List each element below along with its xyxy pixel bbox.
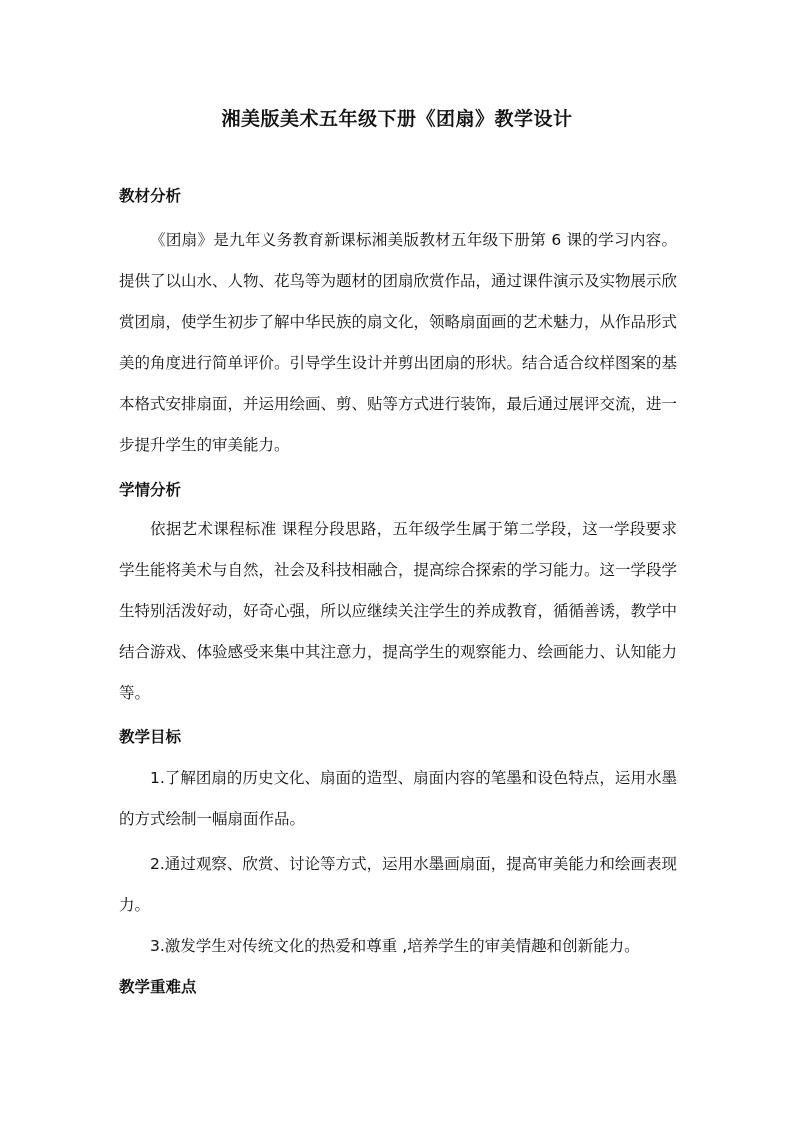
teaching-goal-1: 1.了解团扇的历史文化、扇面的造型、扇面内容的笔墨和设色特点，运用水墨的方式绘制一幅扇面作品。 — [119, 769, 677, 828]
section-heading-student-analysis: 学情分析 — [119, 481, 182, 499]
section-heading-textbook-analysis: 教材分析 — [119, 187, 182, 205]
section-heading-teaching-goals: 教学目标 — [119, 728, 182, 746]
document-title: 湘美版美术五年级下册《团扇》教学设计 — [221, 108, 573, 130]
section-paragraph-student-analysis: 依据艺术课程标准 课程分段思路，五年级学生属于第二学段，这一学段要求学生能将美术与自然，社会及科技相融合，提高综合探索的学习能力。这一学段学生特别活泼好动，好奇心强，所以应继续关注学生的养成教育，循循善诱，教学中结合游戏、体验感受来集中其注意力，提高学生的观察能力、绘画能力、认知能力等。 — [119, 520, 678, 702]
section-paragraph-textbook-analysis: 《团扇》是九年义务教育新课标湘美版教材五年级下册第 6 课的学习内容。提供了以山水、人物、花鸟等为题材的团扇欣赏作品，通过课件演示及实物展示欣赏团扇，使学生初步了解中华民族的扇文化，领略扇面画的艺术魅力，从作品形式美的角度进行简单评价。引导学生设计并剪出团扇的形状。结合适合纹样图案的基本格式安排扇面，并运用绘画、剪、贴等方式进行装饰，最后通过展评交流，进一步提升学生的审美能力。 — [119, 231, 678, 454]
teaching-goal-3: 3.激发学生对传统文化的热爱和尊重 ,培养学生的审美情趣和创新能力。 — [150, 937, 640, 955]
teaching-goal-2: 2.通过观察、欣赏、讨论等方式，运用水墨画扇面，提高审美能力和绘画表现力。 — [119, 855, 677, 914]
section-heading-key-difficulties: 教学重难点 — [119, 978, 197, 996]
